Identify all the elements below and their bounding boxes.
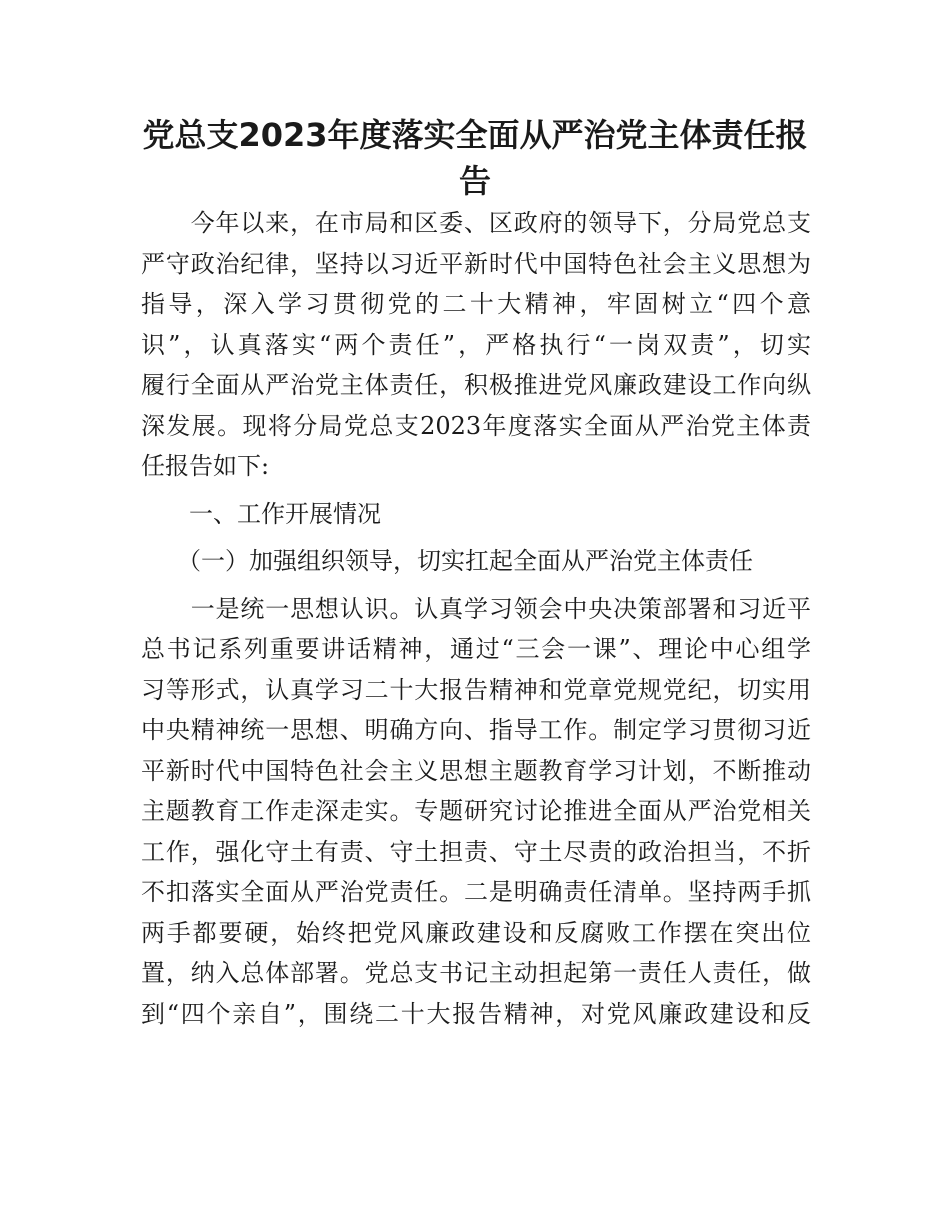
paragraph-intro [141, 203, 811, 487]
paragraph-line: 工作，强化守土有责、守土担责、守土尽责的政治担当，不折 [141, 837, 811, 866]
paragraph-line: 习等形式，认真学习二十大报告精神和党章党规党纪，切实用 [141, 675, 811, 704]
paragraph-line: 识”，认真落实“两个责任”，严格执行“一岗双责”，切实 [141, 330, 811, 359]
paragraph-section-1 [141, 589, 811, 1035]
paragraph-line: 不扣落实全面从严治党责任。二是明确责任清单。坚持两手抓 [141, 878, 811, 906]
paragraph-line: 任报告如下: [141, 452, 270, 480]
paragraph-line: 深发展。现将分局党总支2023年度落实全面从严治党主体责 [141, 411, 811, 440]
paragraph-line: 履行全面从严治党主体责任，积极推进党风廉政建设工作向纵 [141, 371, 811, 399]
title-line: 党总支2023年度落实全面从严治党主体责任报 [142, 116, 808, 154]
document-title [135, 112, 815, 204]
paragraph-line: 总书记系列重要讲话精神，通过“三会一课”、理论中心组学 [141, 635, 811, 663]
paragraph-line: 置，纳入总体部署。党总支书记主动担起第一责任人责任，做 [141, 959, 811, 987]
paragraph-line: 到“四个亲自”，围绕二十大报告精神，对党风廉政建设和反 [141, 999, 811, 1028]
paragraph-line: 指导，深入学习贯彻党的二十大精神，牢固树立“四个意 [141, 290, 811, 318]
paragraph-line: 中央精神统一思想、明确方向、指导工作。制定学习贯彻习近 [141, 716, 811, 744]
paragraph-line: 两手都要硬，始终把党风廉政建设和反腐败工作摆在突出位 [141, 918, 811, 947]
paragraph-line: 主题教育工作走深走实。专题研究讨论推进全面从严治党相关 [141, 797, 811, 825]
paragraph-line: 严守政治纪律，坚持以习近平新时代中国特色社会主义思想为 [141, 249, 811, 278]
paragraph-line: 平新时代中国特色社会主义思想主题教育学习计划，不断推动 [141, 756, 811, 785]
section-heading: 一、工作开展情况 [141, 499, 381, 528]
title-line: 告 [458, 162, 491, 200]
paragraph-line: 今年以来，在市局和区委、区政府的领导下，分局党总支 [141, 209, 811, 237]
document-body [141, 203, 811, 1034]
section-subheading: （一）加强组织领导，切实扛起全面从严治党主体责任 [141, 547, 753, 575]
paragraph-line: 一是统一思想认识。认真学习领会中央决策部署和习近平 [141, 594, 811, 623]
